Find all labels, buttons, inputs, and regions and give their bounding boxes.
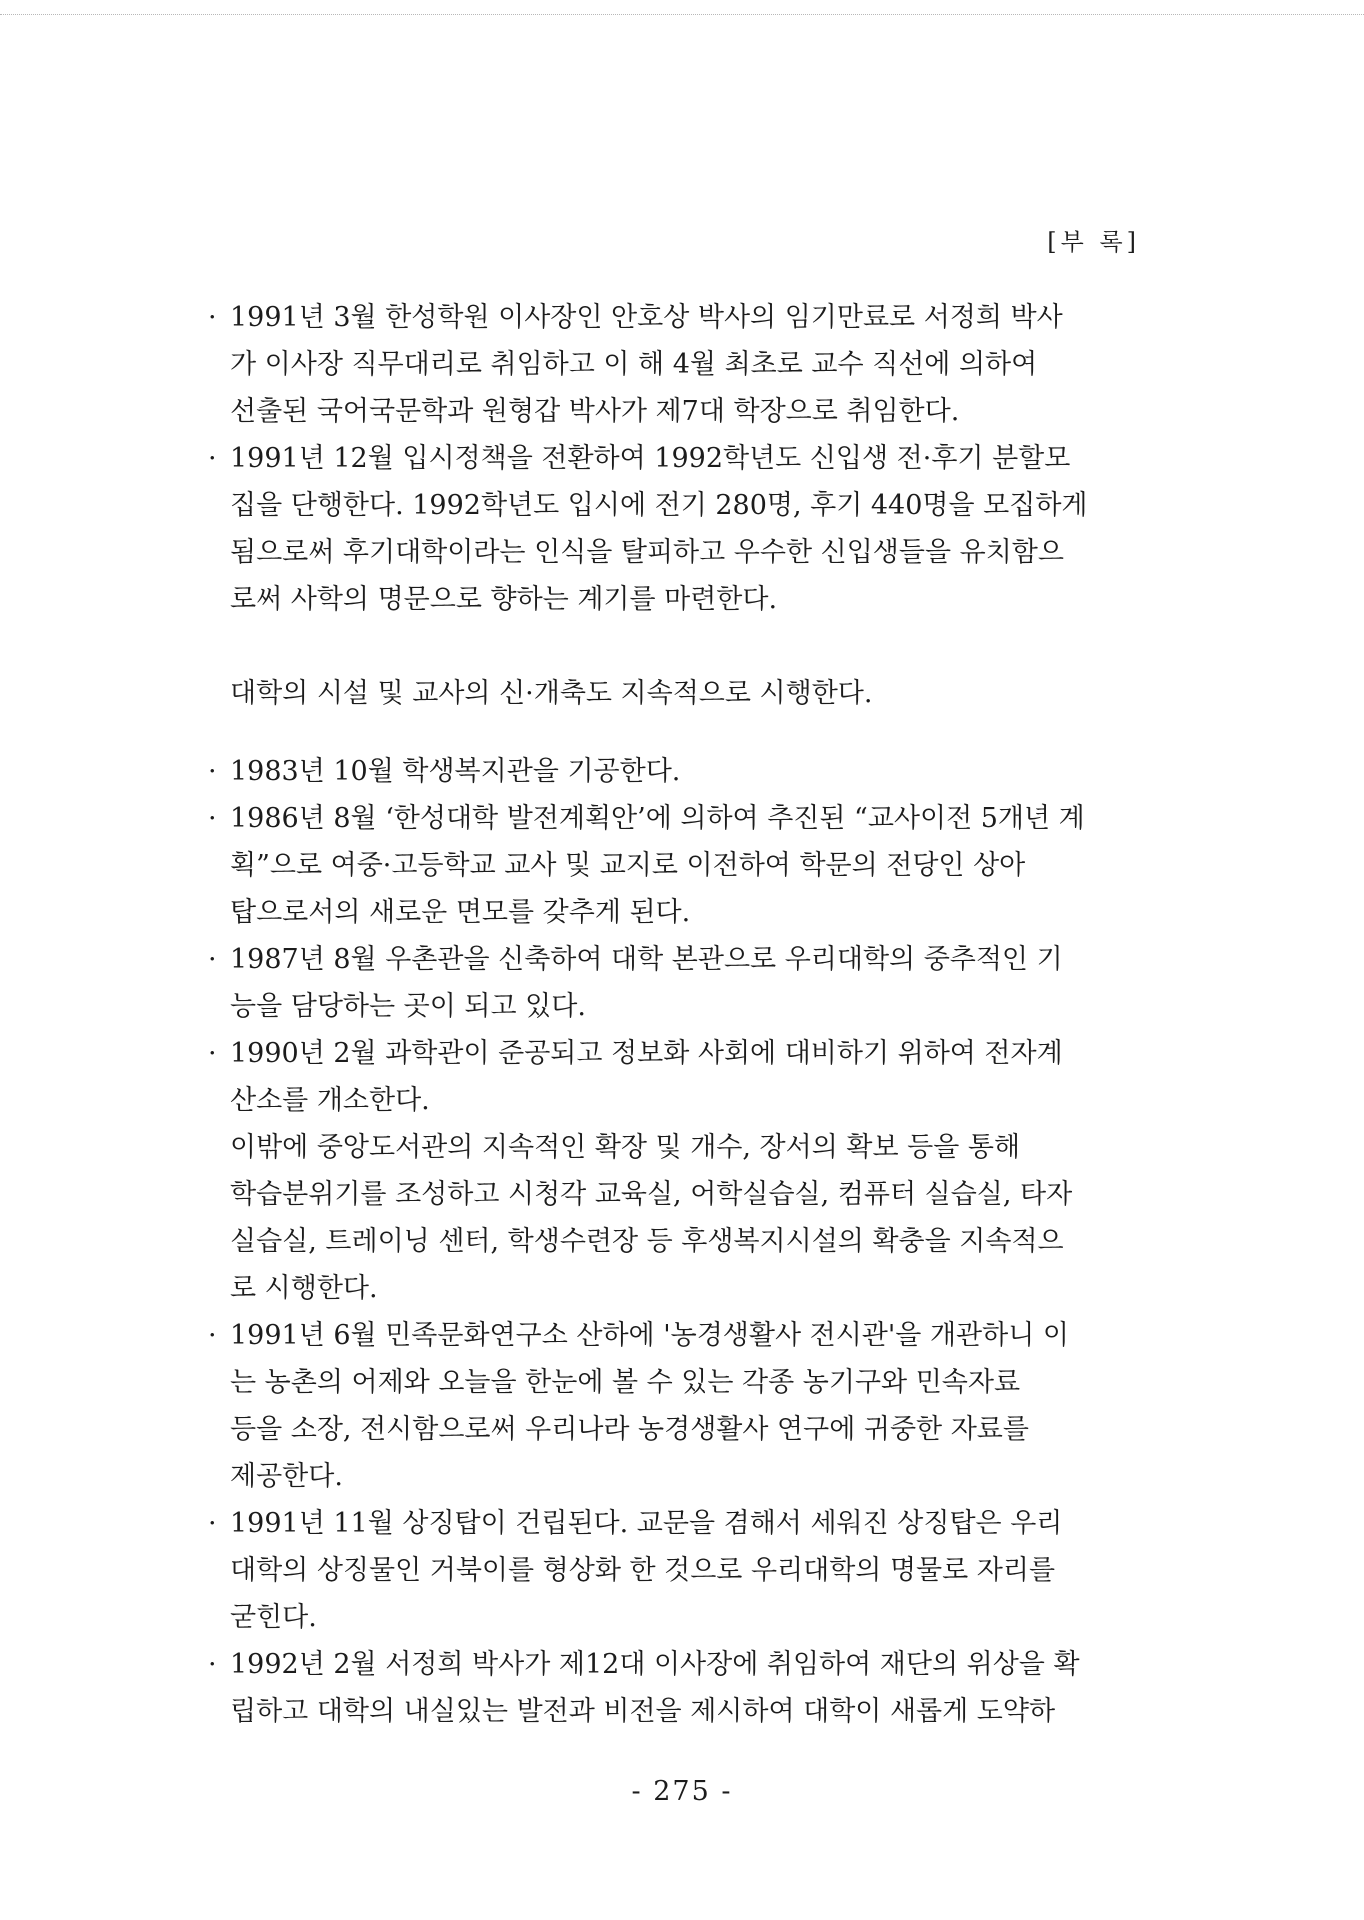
intro-paragraph xyxy=(208,670,1140,717)
bullet-item xyxy=(208,795,1140,936)
text-line: 굳힌다. xyxy=(230,1602,317,1633)
text-line: · 1991년 3월 한성학원 이사장인 안호상 박사의 임기만료로 서정희 박사 xyxy=(208,294,1140,341)
bullet-mark: · xyxy=(208,1649,217,1680)
document-body xyxy=(208,294,1140,1735)
text-line: · 1990년 2월 과학관이 준공되고 정보화 사회에 대비하기 위하여 전자계 xyxy=(208,1030,1140,1077)
text-line: 실습실, 트레이닝 센터, 학생수련장 등 후생복지시설의 확충을 지속적으 xyxy=(230,1226,1064,1257)
text-line: 대학의 상징물인 거북이를 형상화 한 것으로 우리대학의 명물로 자리를 xyxy=(230,1555,1056,1586)
bullet-mark: · xyxy=(208,944,217,975)
text-line: 로 시행한다. xyxy=(230,1273,378,1304)
bullet-mark: · xyxy=(208,756,217,787)
text-line: · 1983년 10월 학생복지관을 기공한다. xyxy=(208,748,1140,795)
bullet-item xyxy=(208,1500,1140,1641)
bullet-item xyxy=(208,936,1140,1030)
text-line: 선출된 국어국문학과 원형갑 박사가 제7대 학장으로 취임한다. xyxy=(230,396,960,427)
bullet-item xyxy=(208,748,1140,795)
text-line: 됨으로써 후기대학이라는 인식을 탈피하고 우수한 신입생들을 유치함으 xyxy=(230,537,1064,568)
paragraph-gap xyxy=(208,717,1140,748)
text-line: 대학의 시설 및 교사의 신·개축도 지속적으로 시행한다. xyxy=(230,678,873,709)
bullet-mark: · xyxy=(208,443,217,474)
top-scan-border xyxy=(0,14,1364,15)
text-line: 제공한다. xyxy=(230,1461,343,1492)
text-line: · 1992년 2월 서정희 박사가 제12대 이사장에 취임하여 재단의 위상을 확 xyxy=(208,1641,1140,1688)
text-line: 학습분위기를 조성하고 시청각 교육실, 어학실습실, 컴퓨터 실습실, 타자 xyxy=(230,1179,1073,1210)
text-line: 립하고 대학의 내실있는 발전과 비전을 제시하여 대학이 새롭게 도약하 xyxy=(230,1696,1056,1727)
text-line: 로써 사학의 명문으로 향하는 계기를 마련한다. xyxy=(230,584,778,615)
section-tag: [부 록] xyxy=(1047,228,1140,256)
text-line: 능을 담당하는 곳이 되고 있다. xyxy=(230,991,586,1022)
text-line: · 1991년 12월 입시정책을 전환하여 1992학년도 신입생 전·후기 분할모 xyxy=(208,435,1140,482)
bullet-mark: · xyxy=(208,803,217,834)
bullet-item xyxy=(208,294,1140,435)
bullet-mark: · xyxy=(208,1508,217,1539)
page-number: - 275 - xyxy=(631,1776,733,1807)
bullet-item xyxy=(208,435,1140,623)
text-line: 이밖에 중앙도서관의 지속적인 확장 및 개수, 장서의 확보 등을 통해 xyxy=(230,1132,1021,1163)
text-line: 획”으로 여중·고등학교 교사 및 교지로 이전하여 학문의 전당인 상아 xyxy=(230,850,1026,881)
text-line: 가 이사장 직무대리로 취임하고 이 해 4월 최초로 교수 직선에 의하여 xyxy=(230,349,1038,380)
bullet-item xyxy=(208,1312,1140,1500)
text-line: 산소를 개소한다. xyxy=(230,1085,430,1116)
bullet-item xyxy=(208,1030,1140,1312)
bullet-mark: · xyxy=(208,1038,217,1069)
text-line: · 1987년 8월 우촌관을 신축하여 대학 본관으로 우리대학의 중추적인 기 xyxy=(208,936,1140,983)
bullet-item xyxy=(208,1641,1140,1735)
text-line: 등을 소장, 전시함으로써 우리나라 농경생활사 연구에 귀중한 자료를 xyxy=(230,1414,1029,1445)
text-line: 는 농촌의 어제와 오늘을 한눈에 볼 수 있는 각종 농기구와 민속자료 xyxy=(230,1367,1021,1398)
bullet-mark: · xyxy=(208,302,217,333)
bullet-mark: · xyxy=(208,1320,217,1351)
text-line: 집을 단행한다. 1992학년도 입시에 전기 280명, 후기 440명을 모집하게 xyxy=(230,490,1088,521)
paragraph-gap xyxy=(208,623,1140,670)
text-line: · 1991년 6월 민족문화연구소 산하에 '농경생활사 전시관'을 개관하니 이 xyxy=(208,1312,1140,1359)
text-line: · 1986년 8월 ‘한성대학 발전계획안’에 의하여 추진된 “교사이전 5개년 계 xyxy=(208,795,1140,842)
text-line: 탑으로서의 새로운 면모를 갖추게 된다. xyxy=(230,897,691,928)
text-line: · 1991년 11월 상징탑이 건립된다. 교문을 겸해서 세워진 상징탑은 우리 xyxy=(208,1500,1140,1547)
